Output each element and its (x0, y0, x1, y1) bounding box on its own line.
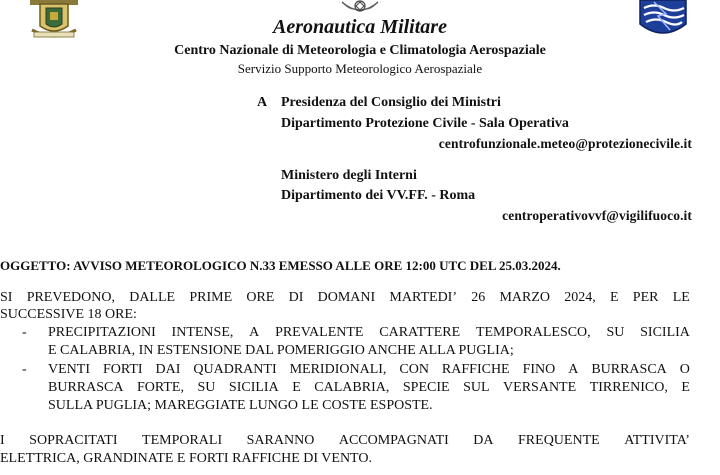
bullet-2-line-2 (48, 380, 690, 396)
word: CON (399, 362, 429, 377)
bullet-1-line-1 (48, 325, 690, 341)
word: E (292, 380, 301, 395)
word: PRECIPITAZIONI (48, 325, 156, 340)
word: PER (632, 290, 659, 305)
word: 2024, (564, 290, 596, 305)
word: ORE (246, 290, 275, 305)
word: DOMANI (317, 290, 376, 305)
word: SICILIA (640, 325, 690, 340)
addressee-prefix: A (257, 95, 268, 110)
word: MARZO (499, 290, 551, 305)
word: SARANNO (246, 433, 315, 448)
word: RAFFICHE (441, 362, 510, 377)
addressee-2-line-1: Ministero degli Interni (281, 168, 417, 183)
word: QUADRANTI (193, 362, 277, 377)
word: 26 (471, 290, 486, 305)
word: TEMPORALESCO, (475, 325, 591, 340)
addressee-1-line-1: Presidenza del Consiglio dei Ministri (281, 95, 501, 110)
intro-line-2: SUCCESSIVE 18 ORE: (0, 307, 137, 322)
word: SU (197, 380, 216, 395)
subject-line: OGGETTO: AVVISO METEOROLOGICO N.33 EMESSO ALLE ORE 12:00 UTC DEL 25.03.2024. (0, 258, 561, 273)
word: FREQUENTE (518, 433, 600, 448)
center-name: Centro Nazionale di Meteorologia e Climatologia Aerospaziale (174, 43, 546, 58)
word: BURRASCA (48, 380, 124, 395)
word: CALABRIA, (314, 380, 390, 395)
bullet-2-line-1 (48, 362, 690, 378)
bullet-2-dash: - (22, 362, 27, 377)
word: I (0, 433, 5, 448)
organization-title: Aeronautica Militare (273, 16, 447, 38)
addressee-2-line-2: Dipartimento dei VV.FF. - Roma (281, 188, 476, 203)
word: DAI (155, 362, 181, 377)
word: E (681, 380, 690, 395)
bullet-1-line-2: E CALABRIA, IN ESTENSIONE DAL POMERIGGIO ANCHE ALLA PUGLIA; (48, 343, 514, 358)
bullet-1-dash: - (22, 325, 27, 340)
intro-line-1 (0, 290, 690, 306)
word: PRIME (189, 290, 233, 305)
word: FORTE, (136, 380, 184, 395)
word: MARTEDI’ (389, 290, 457, 305)
word: TIRRENICO, (589, 380, 668, 395)
word: O (679, 362, 690, 377)
word: DALLE (129, 290, 176, 305)
closing-line-1 (0, 433, 690, 449)
bullet-2-line-3: SULLA PUGLIA; MAREGGIATE LUNGO LE COSTE ESPOSTE. (48, 398, 433, 413)
word: MERIDIONALI, (289, 362, 387, 377)
word: SU (606, 325, 625, 340)
word: ACCOMPAGNATI (338, 433, 449, 448)
word: PREVALENTE (275, 325, 364, 340)
word: FORTI (102, 362, 143, 377)
word: LE (672, 290, 690, 305)
word: PREVEDONO, (26, 290, 115, 305)
word: E (610, 290, 619, 305)
word: VENTI (48, 362, 90, 377)
word: SPECIE (402, 380, 450, 395)
word: TEMPORALI (142, 433, 223, 448)
addressee-2-email-link[interactable]: centroperativovvf@vigilifuoco.it (502, 208, 692, 223)
word: SI (0, 290, 13, 305)
addressee-1-line-2: Dipartimento Protezione Civile - Sala Operativa (281, 116, 569, 131)
word: SUL (463, 380, 490, 395)
word: DI (288, 290, 304, 305)
word: ATTIVITA’ (624, 433, 690, 448)
word: FINO (522, 362, 556, 377)
word: A (568, 362, 579, 377)
word: SICILIA (228, 380, 279, 395)
word: VERSANTE (503, 380, 577, 395)
word: SOPRACITATI (29, 433, 118, 448)
closing-line-2: ELETTRICA, GRANDINATE E FORTI RAFFICHE DI VENTO. (0, 451, 372, 466)
republic-emblem-icon (338, 0, 382, 16)
word: BURRASCA (591, 362, 667, 377)
word: INTENSE, (171, 325, 234, 340)
word: A (249, 325, 260, 340)
addressee-1-email-link[interactable]: centrofunzionale.meteo@protezionecivile.it (438, 136, 692, 151)
word: CARATTERE (379, 325, 461, 340)
service-name: Servizio Supporto Meteorologico Aerospaziale (237, 61, 483, 76)
word: DA (473, 433, 494, 448)
